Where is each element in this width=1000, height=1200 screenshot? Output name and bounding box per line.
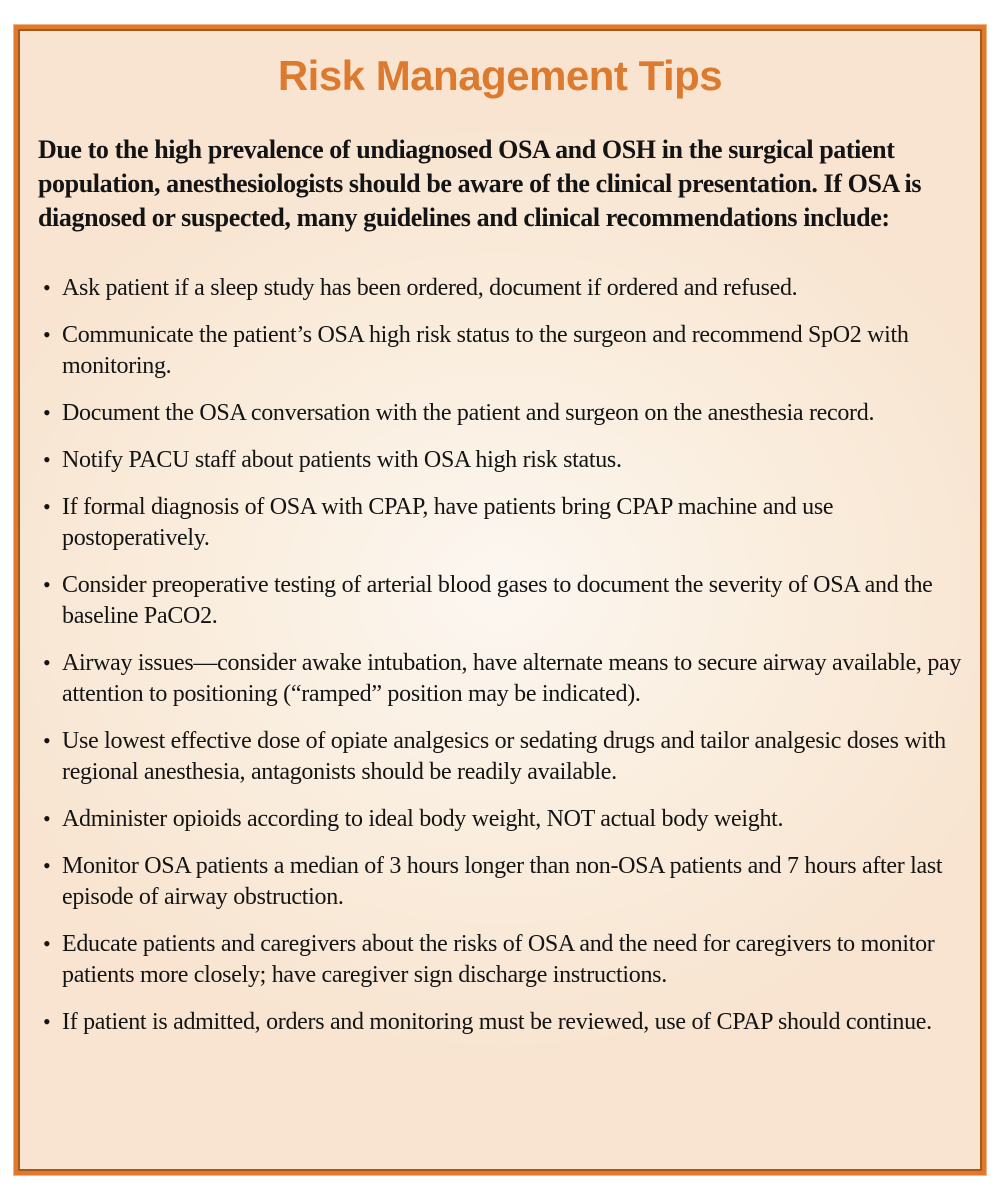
bullet-icon: • [43,931,51,956]
bullet-icon: • [43,728,51,753]
list-item-text: Monitor OSA patients a median of 3 hours longer than non-OSA patients and 7 hours after last episode of airway obstruction. [62,853,943,910]
bullet-icon: • [43,806,51,831]
list-item [42,1007,972,1038]
list-item [42,804,972,835]
list-item [42,726,972,788]
list-item-text: Airway issues—consider awake intubation, have alternate means to secure airway available, pay attention to positioning (“ramped” position may be indicated). [62,650,962,707]
list-item-text: If patient is admitted, orders and monitoring must be reviewed, use of CPAP should continue. [62,1009,932,1035]
bullet-icon: • [43,322,51,347]
tips-list [42,273,972,1038]
list-item [42,320,972,382]
list-item [42,492,972,554]
list-item [42,570,972,632]
list-item-text: Notify PACU staff about patients with OSA high risk status. [62,447,622,473]
list-item-text: Document the OSA conversation with the patient and surgeon on the anesthesia record. [62,400,875,426]
panel-title: Risk Management Tips [277,52,723,99]
list-item [42,398,972,429]
list-item [42,929,972,991]
list-item [42,648,972,710]
bullet-icon: • [43,572,51,597]
list-item [42,445,972,476]
bullet-icon: • [43,853,51,878]
list-item-text: Communicate the patient’s OSA high risk status to the surgeon and recommend SpO2 with monitoring. [62,322,909,379]
bullet-icon: • [43,650,51,675]
list-item-text: If formal diagnosis of OSA with CPAP, have patients bring CPAP machine and use postoperatively. [62,494,834,551]
list-item-text: Ask patient if a sleep study has been ordered, document if ordered and refused. [62,275,798,301]
bullet-icon: • [43,494,51,519]
risk-management-tips-panel [14,25,986,1175]
bullet-icon: • [43,400,51,425]
bullet-icon: • [43,447,51,472]
list-item-text: Use lowest effective dose of opiate analgesics or sedating drugs and tailor analgesic doses with regional anesthesia, antagonists should be readily available. [62,728,946,785]
bullet-icon: • [43,275,51,300]
list-item-text: Educate patients and caregivers about the risks of OSA and the need for caregivers to monitor patients more closely; have caregiver sign discharge instructions. [62,931,935,988]
bullet-icon: • [43,1009,51,1034]
list-item [42,851,972,913]
list-item-text: Consider preoperative testing of arterial blood gases to document the severity of OSA and the baseline PaCO2. [62,572,933,629]
intro-paragraph: Due to the high prevalence of undiagnosed OSA and OSH in the surgical patient population, anesthesiologists should be aware of the clinical presentation. If OSA is diagnosed or suspected, many guidelines and clinical recommendations include: [38,135,922,232]
list-item [42,273,972,304]
list-item-text: Administer opioids according to ideal body weight, NOT actual body weight. [62,806,784,832]
